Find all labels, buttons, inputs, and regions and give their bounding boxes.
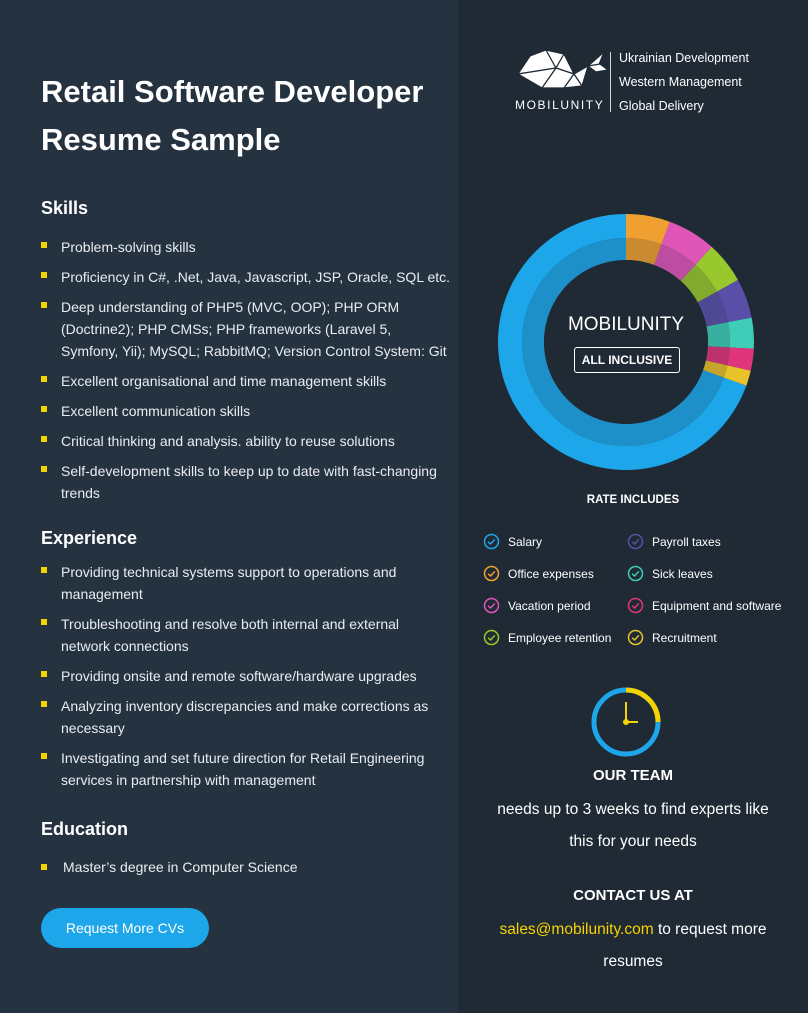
bullet-square-icon bbox=[41, 864, 47, 870]
contact-email-link[interactable]: sales@mobilunity.com bbox=[499, 921, 654, 938]
list-item: Excellent organisational and time management skills bbox=[41, 370, 451, 392]
our-team-heading: OUR TEAM bbox=[593, 767, 673, 784]
skills-heading: Skills bbox=[41, 198, 89, 218]
experience-heading: Experience bbox=[41, 528, 138, 548]
legend-item-recruitment: Recruitment bbox=[627, 629, 717, 646]
rate-donut-chart bbox=[496, 212, 756, 472]
list-item: Self-development skills to keep up to date with fast-changing trends bbox=[41, 460, 451, 504]
bullet-square-icon bbox=[41, 436, 47, 442]
list-item: Problem-solving skills bbox=[41, 236, 451, 258]
skills-list bbox=[41, 236, 451, 512]
logo-divider bbox=[610, 52, 611, 112]
check-circle-icon bbox=[483, 533, 500, 550]
experience-list bbox=[41, 561, 451, 799]
check-circle-icon bbox=[483, 565, 500, 582]
bullet-square-icon bbox=[41, 753, 47, 759]
tagline-1: Ukrainian Development bbox=[619, 51, 749, 65]
donut-segment bbox=[728, 318, 754, 349]
list-item: Master’s degree in Computer Science bbox=[41, 856, 451, 878]
list-item: Providing technical systems support to operations and management bbox=[41, 561, 451, 605]
check-circle-icon bbox=[627, 629, 644, 646]
list-item: Analyzing inventory discrepancies and make corrections as necessary bbox=[41, 695, 451, 739]
bullet-square-icon bbox=[41, 406, 47, 412]
bullet-square-icon bbox=[41, 701, 47, 707]
legend-item-payroll-taxes: Payroll taxes bbox=[627, 533, 721, 550]
donut-hole bbox=[544, 260, 708, 424]
clock-icon bbox=[590, 686, 662, 758]
list-item: Critical thinking and analysis. ability to reuse solutions bbox=[41, 430, 451, 452]
bullet-square-icon bbox=[41, 302, 47, 308]
check-circle-icon bbox=[627, 597, 644, 614]
request-more-cvs-button[interactable]: Request More CVs bbox=[41, 908, 209, 948]
legend-item-equipment-and-software: Equipment and software bbox=[627, 597, 781, 614]
rate-includes-heading: RATE INCLUDES bbox=[586, 494, 680, 506]
education-heading: Education bbox=[41, 819, 129, 839]
bullet-square-icon bbox=[41, 272, 47, 278]
legend-item-vacation-period: Vacation period bbox=[483, 597, 591, 614]
our-team-text: needs up to 3 weeks to find experts like this for your needs bbox=[497, 801, 769, 850]
list-item: Excellent communication skills bbox=[41, 400, 451, 422]
tagline-3: Global Delivery bbox=[619, 99, 704, 113]
list-item: Proficiency in C#, .Net, Java, Javascript, JSP, Oracle, SQL etc. bbox=[41, 266, 451, 288]
bullet-square-icon bbox=[41, 466, 47, 472]
legend-item-employee-retention: Employee retention bbox=[483, 629, 611, 646]
tagline-2: Western Management bbox=[619, 75, 742, 89]
brand-name: MOBILUNITY bbox=[515, 98, 605, 112]
bullet-square-icon bbox=[41, 619, 47, 625]
check-circle-icon bbox=[483, 629, 500, 646]
education-list bbox=[41, 856, 451, 886]
contact-text: sales@mobilunity.com to request more resumes bbox=[499, 921, 767, 970]
bullet-square-icon bbox=[41, 671, 47, 677]
list-item: Investigating and set future direction for Retail Engineering services in partnership with management bbox=[41, 747, 451, 791]
check-circle-icon bbox=[483, 597, 500, 614]
check-circle-icon bbox=[627, 565, 644, 582]
list-item: Providing onsite and remote software/hardware upgrades bbox=[41, 665, 451, 687]
page-title: Retail Software Developer Resume Sample bbox=[41, 74, 424, 157]
all-inclusive-badge: ALL INCLUSIVE bbox=[574, 347, 680, 373]
legend-item-sick-leaves: Sick leaves bbox=[627, 565, 713, 582]
contact-heading: CONTACT US AT bbox=[573, 887, 693, 904]
promo-column bbox=[458, 0, 808, 1013]
list-item: Troubleshooting and resolve both internal and external network connections bbox=[41, 613, 451, 657]
bullet-square-icon bbox=[41, 242, 47, 248]
bullet-square-icon bbox=[41, 376, 47, 382]
list-item: Deep understanding of PHP5 (MVC, OOP); PHP ORM (Doctrine2); PHP CMSs; PHP frameworks (Laravel 5, Symfony, Yii); MySQL; RabbitMQ; Version Control System: Git bbox=[41, 296, 451, 362]
legend-item-salary: Salary bbox=[483, 533, 542, 550]
check-circle-icon bbox=[627, 533, 644, 550]
bullet-square-icon bbox=[41, 567, 47, 573]
legend-item-office-expenses: Office expenses bbox=[483, 565, 594, 582]
donut-title: MOBILUNITY bbox=[567, 314, 685, 335]
